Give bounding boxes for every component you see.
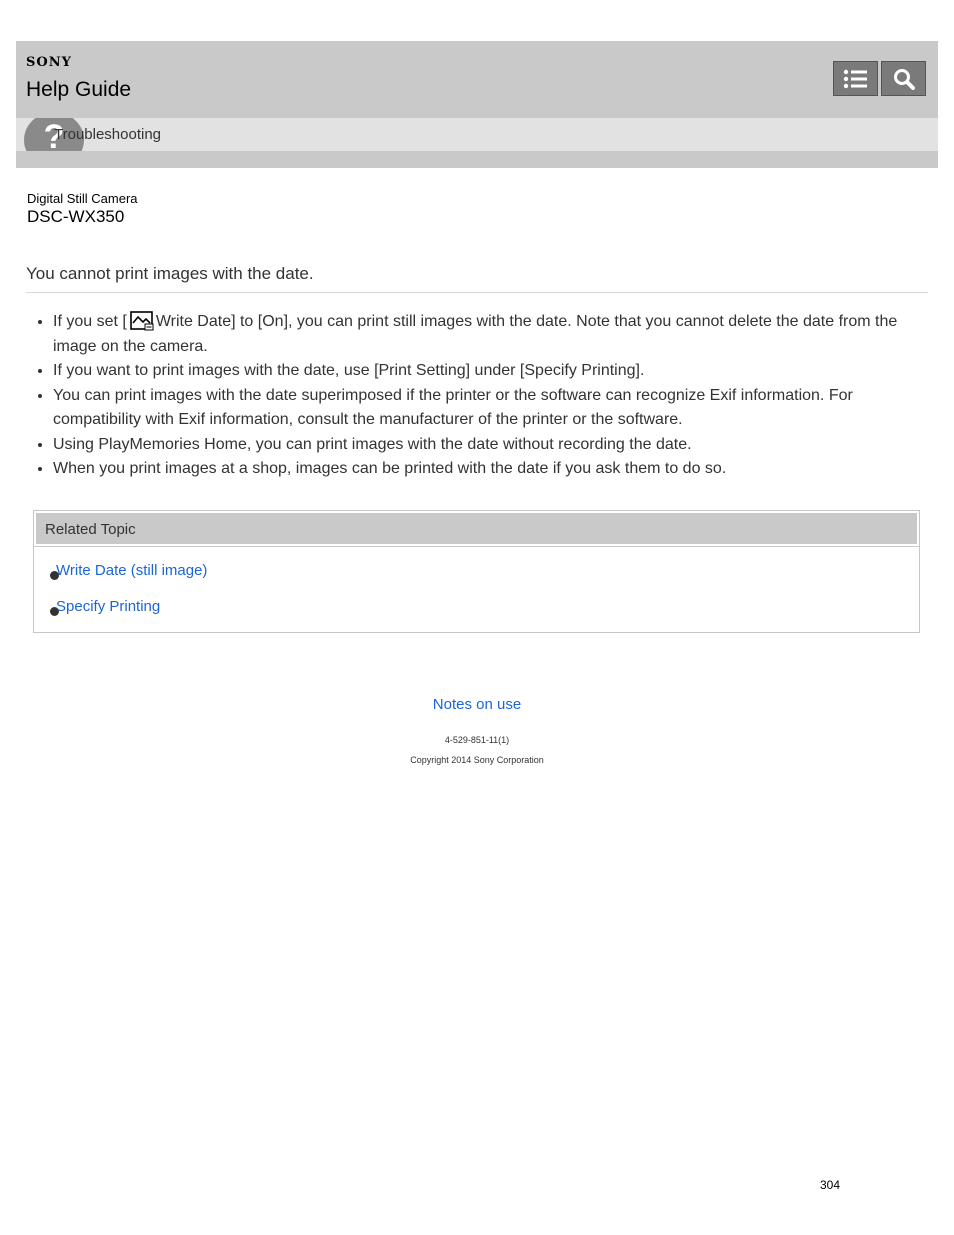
question-mark-icon: ? bbox=[24, 118, 84, 151]
search-button[interactable] bbox=[881, 61, 926, 96]
breadcrumb-troubleshooting[interactable]: Troubleshooting bbox=[54, 126, 162, 143]
list-item: • If you set [ Write Date] to [On], you can print still images with the date. Note that you cannot delete the date from the image on the camera. bbox=[53, 310, 920, 359]
product-model: DSC-WX350 bbox=[27, 207, 125, 226]
write-date-icon bbox=[130, 311, 154, 331]
sony-logo: SONY bbox=[26, 55, 72, 70]
breadcrumb-bar bbox=[16, 118, 938, 151]
document-number: 4-529-851-11(1) bbox=[444, 735, 510, 745]
list-icon bbox=[843, 68, 869, 90]
notes-on-use-link[interactable]: Notes on use bbox=[432, 696, 522, 713]
related-topic-heading: Related Topic bbox=[36, 513, 917, 544]
page-number: 304 bbox=[820, 1178, 841, 1192]
list-item: • When you print images at a shop, images can be printed with the date if you ask them to do so. bbox=[53, 457, 920, 482]
help-guide-title[interactable]: Help Guide bbox=[26, 78, 132, 101]
list-item: • Using PlayMemories Home, you can print images with the date without recording the date. bbox=[53, 433, 920, 458]
divider bbox=[34, 546, 919, 547]
copyright: Copyright 2014 Sony Corporation bbox=[410, 755, 544, 765]
page-title: You cannot print images with the date. bbox=[26, 264, 314, 283]
list-item: • You can print images with the date superimposed if the printer or the software can recognize Exif information. For compatibility with Exif information, consult the manufacturer of the printer or the software. bbox=[53, 384, 920, 433]
list-item: • If you want to print images with the date, use [Print Setting] under [Specify Printing]. bbox=[53, 359, 920, 384]
search-icon bbox=[892, 67, 916, 91]
link-specify-printing[interactable]: Specify Printing bbox=[56, 598, 161, 615]
product-type: Digital Still Camera bbox=[27, 191, 138, 206]
related-topic-box bbox=[33, 510, 920, 633]
header-bar bbox=[16, 41, 938, 168]
divider bbox=[26, 292, 928, 293]
troubleshooting-list bbox=[30, 310, 920, 482]
toc-button[interactable] bbox=[833, 61, 878, 96]
link-write-date[interactable]: Write Date (still image) bbox=[56, 562, 208, 579]
